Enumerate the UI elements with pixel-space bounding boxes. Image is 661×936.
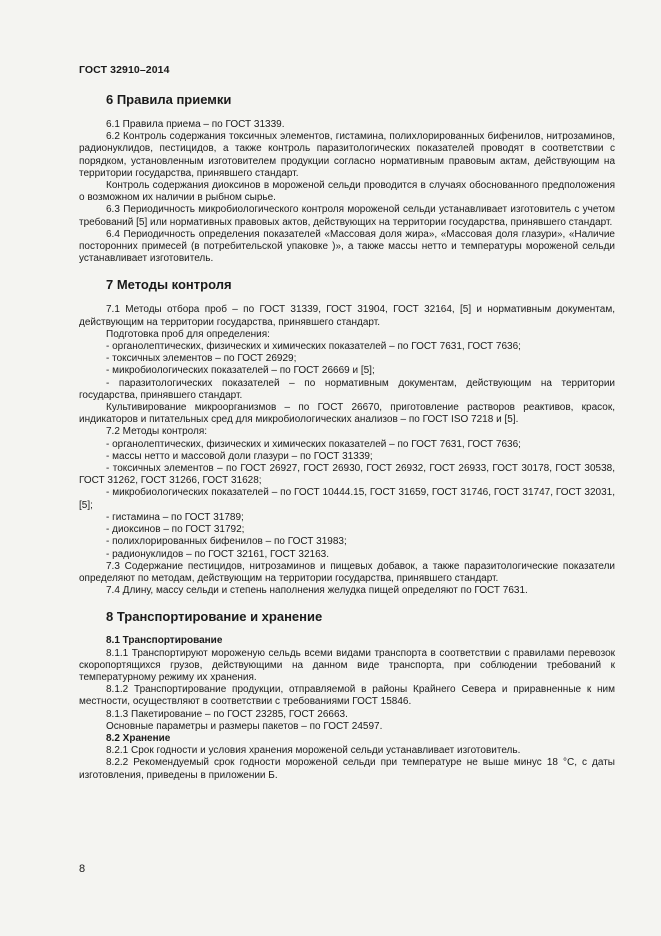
list-item: - токсичных элементов – по ГОСТ 26929; xyxy=(106,353,297,365)
paragraph: 8.2.1 Срок годности и условия хранения мороженой сельди устанавливает изготовитель. xyxy=(106,745,521,757)
document-body xyxy=(79,92,615,782)
list-item: - массы нетто и массовой доли глазури – по ГОСТ 31339; xyxy=(106,450,373,462)
paragraph: 7.2 Методы контроля: xyxy=(106,426,208,438)
paragraph: 6.3 Периодичность микробиологического контроля мороженой сельди устанавливает изготовитель с учетом требований [5] или нормативных правовых актов, действующих на территории государства, принявшего стандарт. xyxy=(79,204,615,228)
paragraph: 7.1 Методы отбора проб – по ГОСТ 31339, ГОСТ 31904, ГОСТ 32164, [5] и нормативным документам, действующим на территории государства, принявшего стандарт. xyxy=(79,304,615,328)
paragraph: 7.4 Длину, массу сельди и степень наполнения желудка пищей определяют по ГОСТ 7631. xyxy=(106,585,528,597)
list-item: - радионуклидов – по ГОСТ 32161, ГОСТ 32163. xyxy=(106,548,329,560)
list-item: - токсичных элементов – по ГОСТ 26927, ГОСТ 26930, ГОСТ 26932, ГОСТ 26933, ГОСТ 30178, ГОСТ 30538, ГОСТ 31262, ГОСТ 31266, ГОСТ 31628; xyxy=(79,463,615,487)
paragraph: 6.1 Правила приема – по ГОСТ 31339. xyxy=(106,119,285,130)
list-item: - гистамина – по ГОСТ 31789; xyxy=(106,511,244,523)
list-item: - микробиологических показателей – по ГОСТ 10444.15, ГОСТ 31659, ГОСТ 31746, ГОСТ 31747, ГОСТ 32031, [5]; xyxy=(79,487,615,511)
list-item: - диоксинов – по ГОСТ 31792; xyxy=(106,524,245,536)
paragraph: Основные параметры и размеры пакетов – по ГОСТ 24597. xyxy=(106,720,383,732)
paragraph: Подготовка проб для определения: xyxy=(106,328,270,340)
subsection-title: 8.2 Хранение xyxy=(106,732,171,744)
page-number: 8 xyxy=(79,863,86,875)
paragraph: 8.1.1 Транспортируют мороженую сельдь всеми видами транспорта в соответствии с правилами перевозок скоропортящихся грузов, действующими на данном виде транспорта, при соблюдении требований к температурному режиму их хранения. xyxy=(79,647,615,683)
list-item: - паразитологических показателей – по нормативным документам, действующим на территории государства, принявшего стандарт. xyxy=(79,377,615,401)
list-item: - микробиологических показателей – по ГОСТ 26669 и [5]; xyxy=(106,365,375,377)
document-header: ГОСТ 32910–2014 xyxy=(79,64,170,76)
section-6-title: 6 Правила приемки xyxy=(106,92,232,107)
paragraph: 8.1.2 Транспортирование продукции, отправляемой в районы Крайнего Севера и приравненные к ним местности, осуществляют в соответствии с требованиями ГОСТ 15846. xyxy=(79,684,615,708)
paragraph: 8.1.3 Пакетирование – по ГОСТ 23285, ГОСТ 26663. xyxy=(106,708,348,720)
paragraph: 7.3 Содержание пестицидов, нитрозаминов и пищевых добавок, а также паразитологические показатели определяют по методам, действующим на территории государства, принявшего стандарт. xyxy=(79,560,615,584)
paragraph: 8.2.2 Рекомендуемый срок годности мороженой сельди при температуре не выше минус 18 °С, с даты изготовления, приведены в приложении Б. xyxy=(79,757,615,781)
section-8-title: 8 Транспортирование и хранение xyxy=(106,609,323,625)
paragraph: 6.2 Контроль содержания токсичных элементов, гистамина, полихлорированных бифенилов, нитрозаминов, радионуклидов, пестицидов, а также контроль паразитологических показателей проводят в соответствии с порядком, установленным изготовителем продукции согласно нормативным правовым актам, действующим на территории государства, принявшего стандарт. xyxy=(79,131,615,179)
list-item: - органолептических, физических и химических показателей – по ГОСТ 7631, ГОСТ 7636; xyxy=(106,438,521,450)
list-item: - полихлорированных бифенилов – по ГОСТ 31983; xyxy=(106,536,347,548)
paragraph: Контроль содержания диоксинов в мороженой сельди проводится в случаях обоснованного предположения о возможном их наличии в рыбном сырье. xyxy=(79,180,615,204)
list-item: - органолептических, физических и химических показателей – по ГОСТ 7631, ГОСТ 7636; xyxy=(106,341,521,353)
paragraph: 6.4 Периодичность определения показателей «Массовая доля жира», «Массовая доля глазури», «Наличие посторонних примесей (в потребительской упаковке )», а также массы нетто и температуры мороженой сельди устанавливает изготовитель. xyxy=(79,228,615,265)
paragraph: Культивирование микроорганизмов – по ГОСТ 26670, приготовление растворов реактивов, красок, индикаторов и питательных сред для микробиологических анализов – по ГОСТ ISO 7218 и [5]. xyxy=(79,402,615,426)
subsection-title: 8.1 Транспортирование xyxy=(106,635,223,647)
section-7-title: 7 Методы контроля xyxy=(106,277,232,293)
